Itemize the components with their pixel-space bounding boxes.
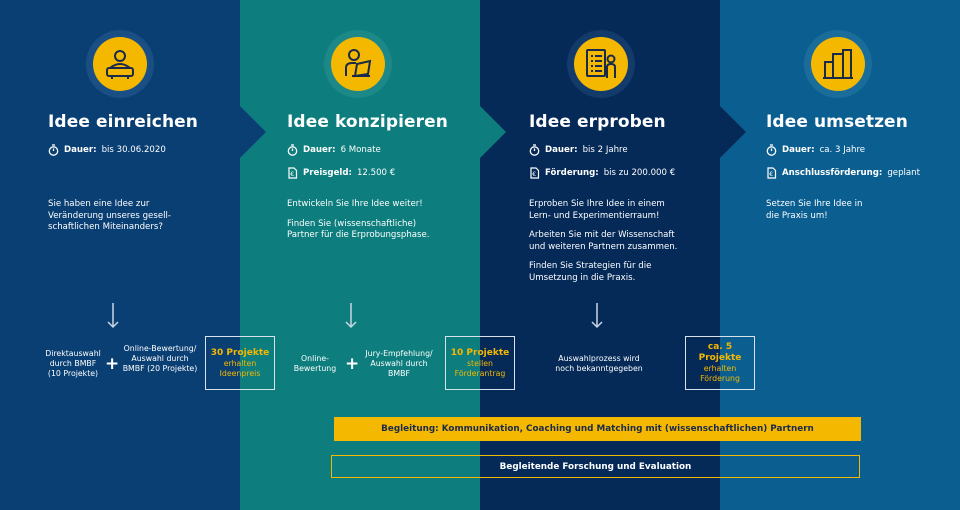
stage-title: Idee konzipieren bbox=[287, 112, 448, 132]
stage-title: Idee einreichen bbox=[48, 112, 198, 132]
chevron-right-icon bbox=[240, 106, 266, 158]
stage-description: Setzen Sie Ihre Idee in die Praxis um! bbox=[766, 199, 863, 221]
stage-title: Idee umsetzen bbox=[766, 112, 908, 132]
euro-doc-icon bbox=[766, 167, 777, 179]
stage-meta-money: € Förderung: bis zu 200.000 € bbox=[529, 167, 675, 179]
support-bar: Begleitung: Kommunikation, Coaching und Matching mit (wissenschaftlichen) Partnern bbox=[334, 417, 861, 441]
svg-text:€: € bbox=[769, 171, 774, 179]
research-bar: Begleitende Forschung und Evaluation bbox=[331, 455, 860, 478]
person-laptop-icon bbox=[324, 30, 392, 98]
svg-text:€: € bbox=[532, 171, 537, 179]
stopwatch-icon bbox=[529, 144, 540, 156]
chevron-right-icon bbox=[480, 106, 506, 158]
selection-text: Online-Bewertung bbox=[293, 354, 337, 373]
stage-title: Idee erproben bbox=[529, 112, 666, 132]
checklist-person-icon bbox=[567, 30, 635, 98]
arrow-down-icon bbox=[106, 303, 120, 329]
plus-icon: + bbox=[345, 354, 360, 374]
stopwatch-icon bbox=[287, 144, 298, 156]
euro-doc-icon bbox=[529, 167, 540, 179]
euro-doc-icon bbox=[287, 167, 298, 179]
buildings-icon bbox=[804, 30, 872, 98]
stage-meta-duration: Dauer: bis 30.06.2020 bbox=[48, 144, 166, 156]
selection-text: Jury-Empfehlung/ Auswahl durch BMBF bbox=[365, 349, 433, 378]
selection-text: Auswahlprozess wird noch bekanntgegeben bbox=[555, 354, 643, 373]
stage-meta-duration: Dauer: bis 2 Jahre bbox=[529, 144, 628, 156]
stopwatch-icon bbox=[48, 144, 59, 156]
result-box: ca. 5 Projekte erhalten Förderung bbox=[685, 336, 755, 390]
selection-text: Online-Bewertung/ Auswahl durch BMBF (20 Projekte) bbox=[122, 344, 198, 373]
stage-description: Sie haben eine Idee zur Veränderung unseres gesell-schaftlichen Miteinanders? bbox=[48, 199, 171, 232]
plus-icon: + bbox=[105, 354, 120, 374]
stage-description: Entwickeln Sie Ihre Idee weiter! Finden Sie (wissenschaftliche) Partner für die Erprobungsphase. bbox=[287, 199, 430, 240]
stage-meta-duration: Dauer: ca. 3 Jahre bbox=[766, 144, 865, 156]
arrow-down-icon bbox=[590, 303, 604, 329]
selection-text: Direktauswahl durch BMBF (10 Projekte) bbox=[45, 349, 101, 378]
svg-text:€: € bbox=[290, 171, 295, 179]
stage-description: Erproben Sie Ihre Idee in einem Lern- und Experimentierraum! Arbeiten Sie mit der Wissenschaft und weiteren Partnern zusammen. Finden Sie Strategien für die Umsetzung in die Praxis. bbox=[529, 199, 678, 283]
stage-meta-duration: Dauer: 6 Monate bbox=[287, 144, 381, 156]
arrow-down-icon bbox=[344, 303, 358, 329]
result-box: 10 Projekte stellen Förderantrag bbox=[445, 336, 515, 390]
person-desk-icon bbox=[86, 30, 154, 98]
stage-meta-money: € Preisgeld: 12.500 € bbox=[287, 167, 395, 179]
chevron-right-icon bbox=[720, 106, 746, 158]
stage-meta-money: € Anschlussförderung: geplant bbox=[766, 167, 920, 179]
result-box: 30 Projekte erhalten Ideenpreis bbox=[205, 336, 275, 390]
stopwatch-icon bbox=[766, 144, 777, 156]
